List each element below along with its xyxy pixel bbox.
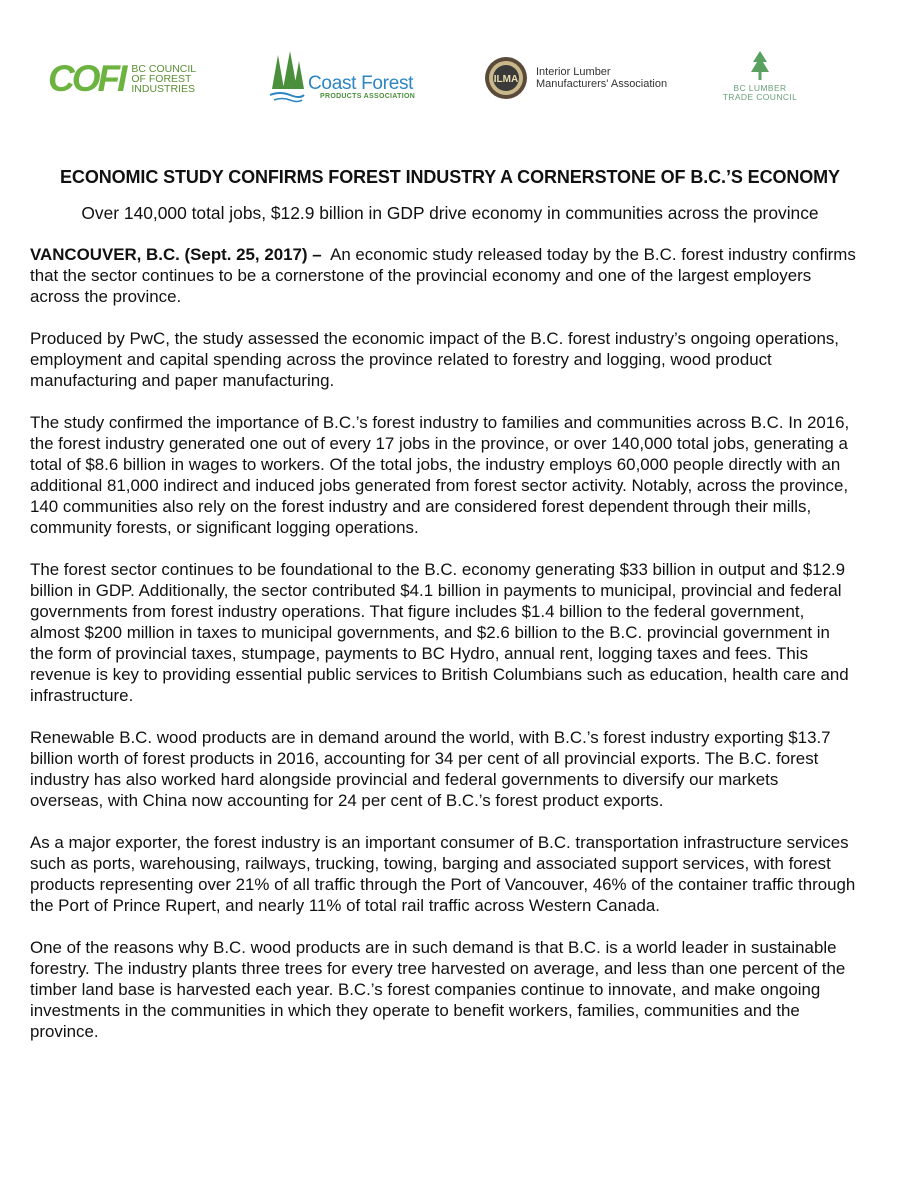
cofi-logo-mark: COFI	[48, 58, 125, 99]
press-release-body	[30, 244, 856, 1063]
cofi-logo-text: BC COUNCIL OF FOREST INDUSTRIES	[131, 62, 196, 95]
ilma-logo	[484, 56, 686, 100]
coast-forest-name: Coast Forest	[308, 72, 414, 94]
bc-lumber-text: BC LUMBER TRADE COUNCIL	[722, 83, 798, 102]
ilma-logo-text: Interior Lumber Manufacturers' Association	[536, 66, 668, 90]
paragraph-4: The forest sector continues to be foundational to the B.C. economy generating $33 billion in output and $12.9 billion in GDP. Additionally, the sector contributed $4.1 billion in payments to municipal, provincial and federal governments from forest industry operations. That figure includes $1.4 billion to the federal government, almost $200 million in taxes to municipal governments, and $2.6 billion to the B.C. provincial government in the form of provincial taxes, stumpage, payments to BC Hydro, annual rent, logging taxes and fees. This revenue is key to providing essential public services to British Columbians such as education, health care and infrastructure.	[30, 560, 849, 705]
ilma-seal-icon	[484, 56, 528, 100]
paragraph-6: As a major exporter, the forest industry is an important consumer of B.C. transportation infrastructure services such as ports, warehousing, railways, trucking, towing, barging and associated support services, with forest products representing over 21% of all traffic through the Port of Vancouver, 46% of the container traffic through the Port of Prince Rupert, and nearly 11% of total rail traffic across Western Canada.	[30, 833, 856, 915]
cofi-logo	[48, 60, 211, 97]
trees-icon	[268, 49, 306, 105]
paragraph-1	[30, 244, 856, 307]
coast-forest-sub: PRODUCTS ASSOCIATION	[320, 92, 416, 100]
press-release-headline: ECONOMIC STUDY CONFIRMS FOREST INDUSTRY A CORNERSTONE OF B.C.’S ECONOMY	[60, 167, 840, 187]
logo-bar	[0, 42, 898, 122]
tree-icon	[749, 50, 771, 82]
paragraph-3: The study confirmed the importance of B.C.’s forest industry to families and communities across B.C. In 2016, the forest industry generated one out of every 17 jobs in the province, or over 140,000 total jobs, generating a total of $8.6 billion in wages to workers. Of the total jobs, the industry employs 60,000 people directly with an additional 81,000 indirect and induced jobs generated from forest sector activity. Notably, across the province, 140 communities also rely on the forest industry and are considered forest dependent through their mills, community forests, or significant logging operations.	[30, 413, 850, 537]
press-release-subhead: Over 140,000 total jobs, $12.9 billion in GDP drive economy in communities across the province	[81, 203, 819, 223]
paragraph-2: Produced by PwC, the study assessed the economic impact of the B.C. forest industry’s ongoing operations, employment and capital spending across the province related to forestry and logging, wood product manufacturing and paper manufacturing.	[30, 329, 839, 390]
ilma-seal-text: ILMA	[493, 74, 519, 85]
dateline: VANCOUVER, B.C. (Sept. 25, 2017) –	[30, 245, 322, 264]
paragraph-7: One of the reasons why B.C. wood products are in such demand is that B.C. is a world leader in sustainable forestry. The industry plants three trees for every tree harvested on average, and less than one percent of the timber land base is harvested each year. B.C.’s forest companies continue to innovate, and make ongoing investments in the communities in which they operate to benefit workers, families, communities and the province.	[30, 938, 846, 1041]
coast-forest-logo	[268, 46, 415, 108]
paragraph-1-text: An economic study released today by the B.C. forest industry confirms that the sector continues to be a cornerstone of the provincial economy and one of the largest employers across the province.	[30, 245, 856, 306]
bc-lumber-logo	[718, 50, 802, 102]
paragraph-5: Renewable B.C. wood products are in demand around the world, with B.C.’s forest industry exporting $13.7 billion worth of forest products in 2016, accounting for 34 per cent of all provincial exports. The B.C. forest industry has also worked hard alongside provincial and federal governments to diversify our markets overseas, with China now accounting for 24 per cent of B.C.’s forest product exports.	[30, 728, 831, 810]
